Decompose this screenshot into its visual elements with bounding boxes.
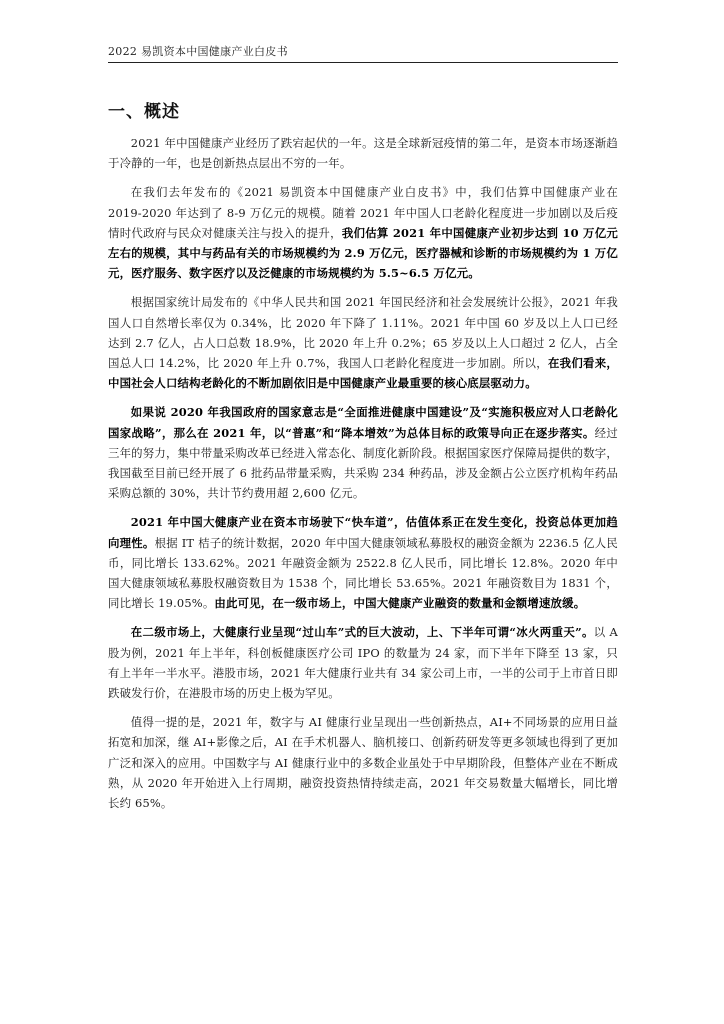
paragraph	[108, 512, 618, 613]
paragraph	[108, 712, 618, 813]
bold-text-run: 2021 年中国大健康产业在资本市场驶下“快车道”，估值体系正在发生变化，投资总体更加趋向理性。	[108, 515, 618, 550]
text-run: 2021 年中国健康产业经历了跌宕起伏的一年。这是全球新冠疫情的第二年，是资本市场逐渐趋于冷静的一年，也是创新热点层出不穷的一年。	[108, 136, 618, 171]
text-run: 根据国家统计局发布的《中华人民共和国 2021 年国民经济和社会发展统计公报》，2021 年我国人口自然增长率仅为 0.34%，比 2020 年下降了 1.11%。2021 年中国 60 岁及以上人口已经达到 2.7 亿人，占人口总数 18.9%，比 2020 年上升 0.2%；65 岁及以上人口超过 2 亿人，占全国总人口 14.2%，比 2020 年上升 0.7%，我国人口老龄化程度进一步加剧。所以，	[108, 295, 618, 371]
bold-text-run: 我们估算 2021 年中国健康产业初步达到 10 万亿元左右的规模，其中与药品有关的市场规模约为 2.9 万亿元，医疗器械和诊断的市场规模约为 1 万亿元，医疗服务、数字医疗以及泛健康的市场规模约为 5.5~6.5 万亿元。	[108, 225, 618, 281]
body-content	[108, 133, 618, 822]
paragraph	[108, 133, 618, 173]
page-header: 2022 易凯资本中国健康产业白皮书	[108, 43, 618, 63]
paragraph	[108, 402, 618, 503]
text-run: 值得一提的是，2021 年，数字与 AI 健康行业呈现出一些创新热点，AI+不同场景的应用日益拓宽和加深，继 AI+影像之后，AI 在手术机器人、脑机接口、创新药研发等更多领域也得到了更加广泛和深入的应用。中国数字与 AI 健康行业中的多数企业虽处于中早期阶段，但整体产业在不断成熟，从 2020 年开始进入上行周期，融资投资热情持续走高，2021 年交易数量大幅增长，同比增长约 65%。	[108, 715, 618, 811]
bold-text-run: 在二级市场上，大健康行业呈现“过山车”式的巨大波动，上、下半年可谓“冰火两重天”。	[130, 625, 594, 640]
text-run: 根据 IT 桔子的统计数据，2020 年中国大健康领域私募股权的融资金额为 2236.5 亿人民币，同比增长 133.62%。2021 年融资金额为 2522.8 亿人民币，同比增长 12.8%。2020 年中国大健康领域私募股权融资数目为 1538 个，同比增长 53.65%。2021 年融资数目为 1831 个，同比增长 19.05%。	[108, 535, 618, 611]
text-run: 以 A 股为例，2021 年上半年，科创板健康医疗公司 IPO 的数量为 24 家，而下半年下降至 13 家，只有上半年一半水平。港股市场，2021 年大健康行业共有 34 家公司上市，一半的公司于上市首日即跌破发行价，在港股市场的历史上极为罕见。	[108, 625, 618, 701]
text-run: 经过三年的努力，集中带量采购改革已经进入常态化、制度化新阶段。根据国家医疗保障局提供的数字，我国截至目前已经开展了 6 批药品带量采购，共采购 234 种药品，涉及金额占公立医疗机构年药品采购总额的 30%，共计节约费用超 2,600 亿元。	[108, 425, 618, 501]
bold-text-run: 由此可见，在一级市场上，中国大健康产业融资的数量和金额增速放缓。	[214, 596, 586, 611]
bold-text-run: 在我们看来，中国社会人口结构老龄化的不断加剧依旧是中国健康产业最重要的核心底层驱动力。	[108, 356, 618, 391]
bold-text-run: 如果说 2020 年我国政府的国家意志是“全面推进健康中国建设”及“实施积极应对人口老龄化国家战略”，那么在 2021 年，以“普惠”和“降本增效”为总体目标的政策导向正在逐步落实。	[108, 405, 618, 440]
paragraph	[108, 292, 618, 393]
paragraph	[108, 182, 618, 283]
section-title: 一、概述	[108, 102, 180, 122]
paragraph	[108, 622, 618, 703]
text-run: 在我们去年发布的《2021 易凯资本中国健康产业白皮书》中，我们估算中国健康产业在 2019-2020 年达到了 8-9 万亿元的规模。随着 2021 年中国人口老龄化程度进一步加剧以及后疫情时代政府与民众对健康关注与投入的提升，	[108, 185, 618, 240]
